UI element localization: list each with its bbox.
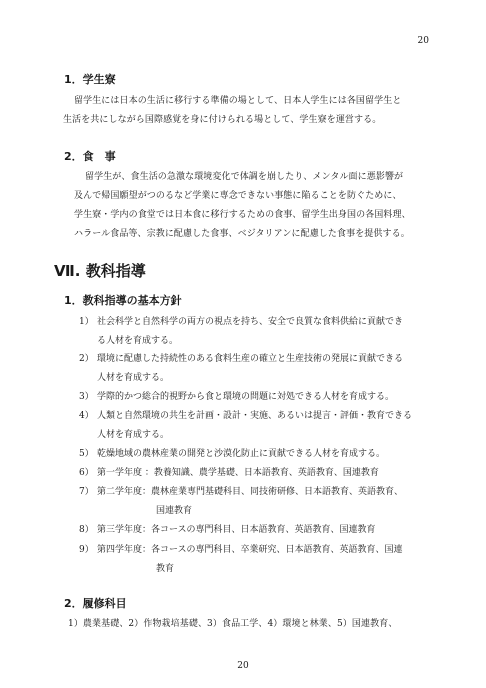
- list-item-line: 国連教育: [156, 506, 193, 516]
- page-number-top: 20: [417, 36, 429, 46]
- paragraph-line: 生活を共にしながら国際感覚を身に付けられる場として、学生寮を運営する。: [63, 115, 382, 125]
- list-item-number: 4）: [79, 411, 94, 421]
- list-item-line: 人類と自然環境の共生を計画・設計・実施、あるいは提言・評価・教育できる: [97, 411, 413, 421]
- section-heading-policy: 1．教科指導の基本方針: [64, 294, 182, 307]
- section-heading-meals: 2．食 事: [64, 150, 116, 163]
- list-item-line: 教育: [156, 564, 175, 574]
- list-item-line: 乾燥地域の農林産業の開発と沙漠化防止に貢献できる人材を育成する。: [97, 449, 386, 459]
- paragraph-line: 及んで帰国願望がつのるなど学業に専念できない事態に陥ることを防ぐために、: [74, 191, 402, 201]
- list-item-line: 第四学年度：各コースの専門科目、卒業研究、日本語教育、英語教育、国連: [97, 545, 403, 555]
- list-item-number: 9）: [79, 545, 94, 555]
- list-item-line: 第一学年度 ：教養知識、農学基礎、日本語教育、英語教育、国連教育: [97, 468, 379, 478]
- list-item-line: る人材を育成する。: [97, 336, 179, 346]
- list-item-number: 6）: [79, 468, 94, 478]
- list-item-line: 人材を育成する。: [97, 430, 170, 440]
- list-item-line: 環境に配慮した持続性のある食料生産の確立と生産技術の発展に貢献できる: [97, 354, 404, 364]
- list-item-line: 学際的かつ総合的視野から食と環境の問題に対処できる人材を育成する。: [97, 392, 395, 402]
- list-item-line: 人材を育成する。: [97, 373, 170, 383]
- paragraph-line: ハラール食品等、宗教に配慮した食事、ベジタリアンに配慮した食事を提供する。: [74, 229, 410, 239]
- paragraph-line: 留学生が、食生活の急激な環境変化で体調を崩したり、メンタル面に悪影響が: [85, 172, 404, 182]
- chapter-heading: Ⅶ. 教科指導: [54, 262, 146, 280]
- list-item-line: 第二学年度：農林産業専門基礎科目、同技術研修、日本語教育、英語教育、: [97, 487, 404, 497]
- paragraph-line: 学生寮・学内の食堂では日本食に移行するための食事、留学生出身国の各国料理、: [74, 210, 411, 220]
- list-item-number: 3）: [79, 392, 94, 402]
- paragraph-line: 1）農業基礎、2）作物栽培基礎、3）食品工学、4）環境と林業、5）国連教育、: [68, 619, 398, 629]
- page-number-bottom: 20: [237, 661, 249, 671]
- section-heading-courses: 2．履修科目: [64, 597, 127, 610]
- paragraph-line: 留学生には日本の生活に移行する準備の場として、日本人学生には各国留学生と: [74, 96, 402, 106]
- list-item-line: 第三学年度：各コースの専門科目、日本語教育、英語教育、国連教育: [97, 525, 376, 535]
- list-item-number: 2）: [79, 354, 94, 364]
- list-item-number: 5）: [79, 449, 94, 459]
- list-item-line: 社会科学と自然科学の両方の視点を持ち、安全で良質な食料供給に貢献でき: [97, 317, 404, 327]
- list-item-number: 8）: [79, 525, 94, 535]
- list-item-number: 1）: [79, 317, 94, 327]
- list-item-number: 7）: [79, 487, 94, 497]
- section-heading-dormitory: 1．学生寮: [64, 73, 116, 86]
